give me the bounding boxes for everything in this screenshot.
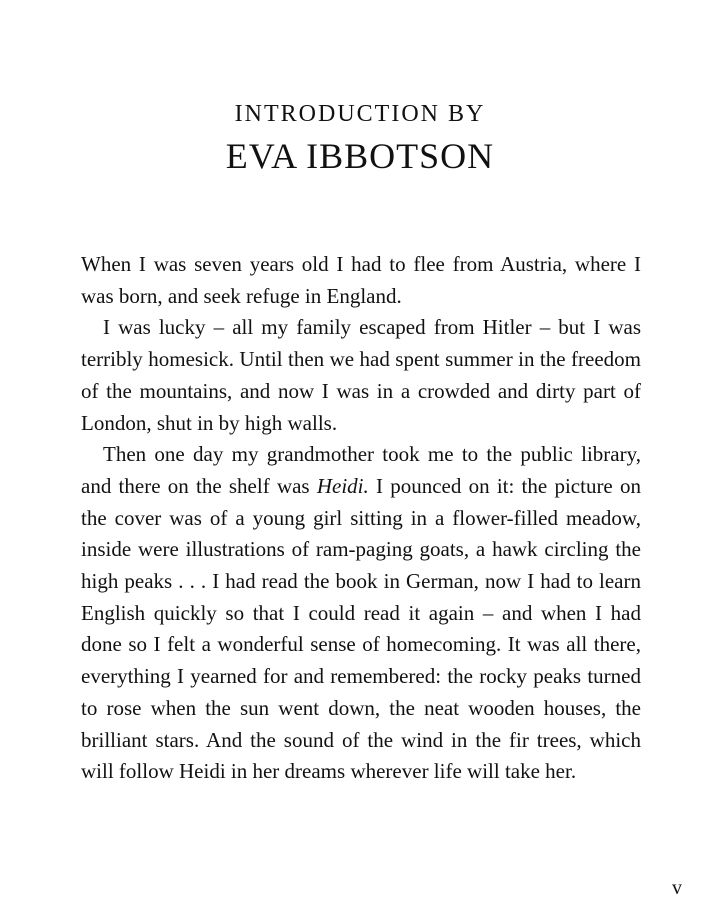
book-title-heidi: Heidi. [316,473,369,498]
page-number: v [672,877,682,899]
paragraph-2-text: I was lucky – all my family escaped from Hitler – but I was terribly homesick. Until then we had spent summer in the freedom of the mountains, and now I was in a crowded and dirty part of London, shut in by high walls. [81,315,641,435]
paragraph-3-text-rest: I pounced on it: the picture on the cover was of a young girl sitting in a flower-filled meadow, inside were illustrations of ram-paging goats, a hawk circling the high peaks . . . I had read the book in German, now I had to learn English quickly so that I could read it again – and when I had done so I felt a wonderful sense of homecoming. It was all there, everything I yearned for and remembered: the rocky peaks turned to rose when the sun went down, the neat wooden houses, the brilliant stars. And the sound of the wind in the fir trees, which will follow Heidi in her dreams wherever life will take her. [81,473,641,784]
paragraph-1 [81,249,641,312]
paragraph-2 [81,312,641,439]
heading-author-name: EVA IBBOTSON [225,136,495,176]
introduction-body [81,249,641,788]
paragraph-3 [81,439,641,788]
heading-introduction-by: INTRODUCTION BY [234,101,486,127]
paragraph-3-text-start: Then one day my grandmother took me to the public library, and there on the shelf was [81,442,641,498]
paragraph-1-text: When I was seven years old I had to flee from Austria, where I was born, and seek refuge in England. [81,252,641,308]
